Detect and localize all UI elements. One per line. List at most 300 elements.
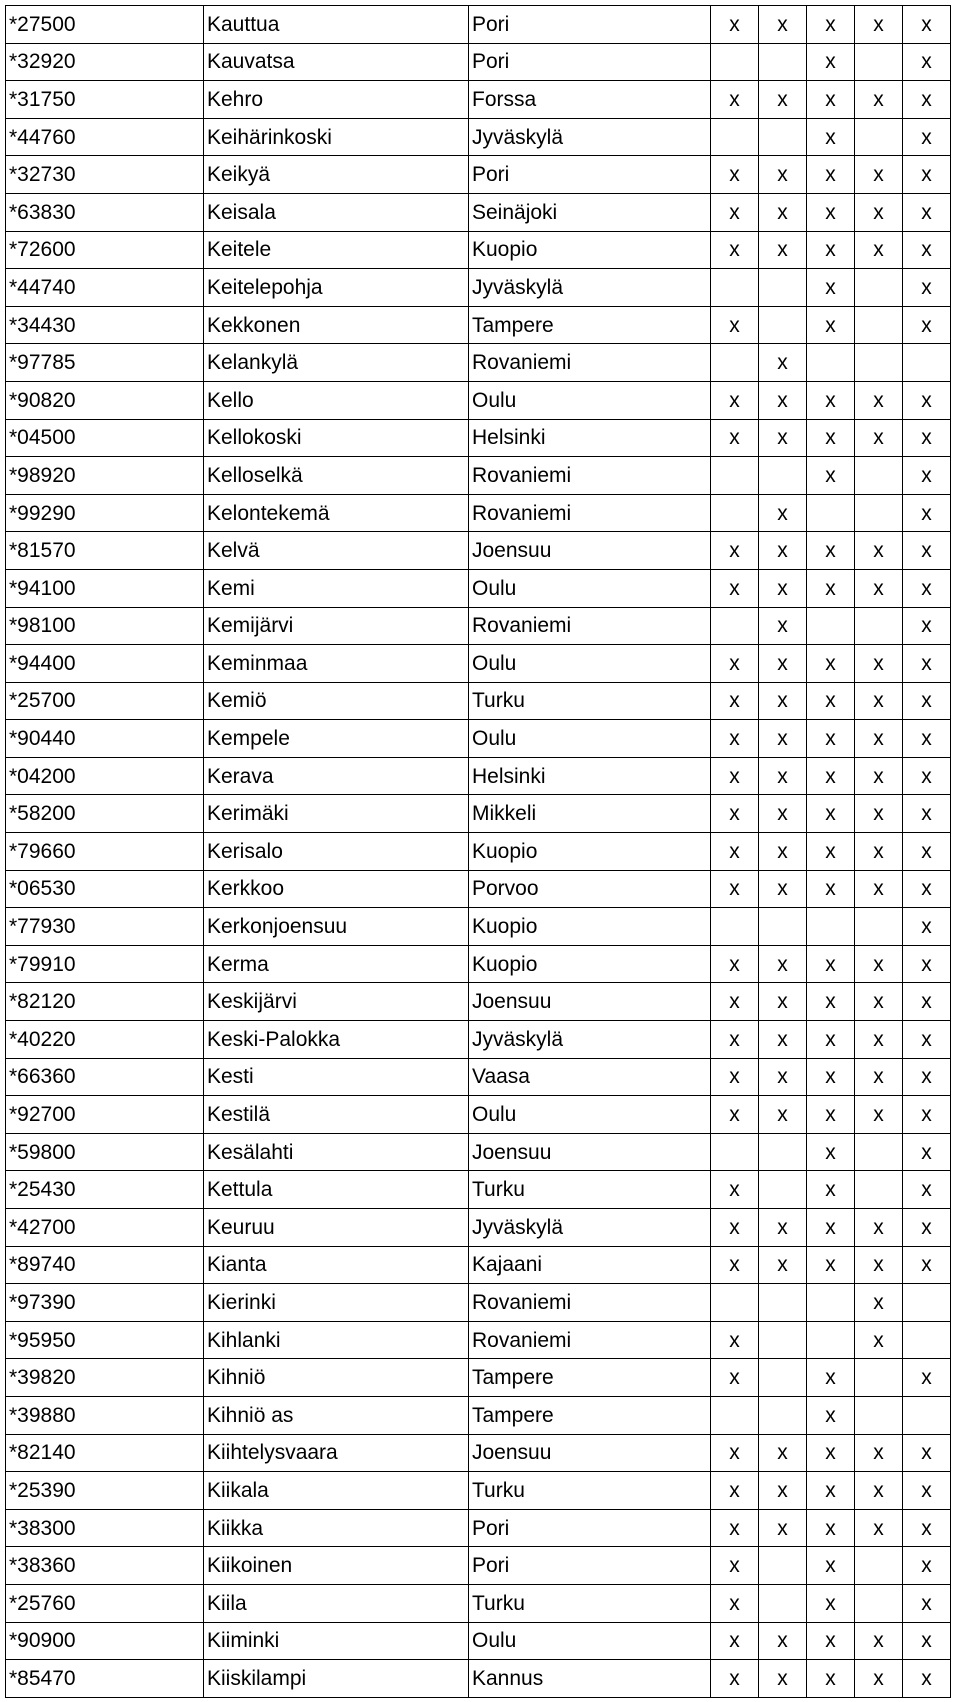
- mark-cell-1: x: [711, 193, 759, 231]
- table-row: [6, 757, 951, 795]
- table-row: [6, 607, 951, 645]
- mark-cell-3: x: [807, 1660, 855, 1698]
- region-city-cell: Porvoo: [469, 870, 711, 908]
- locality-name-cell: Kelloselkä: [204, 457, 469, 495]
- locality-name-cell: Kauttua: [204, 6, 469, 44]
- locality-name-cell: Keisala: [204, 193, 469, 231]
- mark-cell-2: x: [759, 1434, 807, 1472]
- mark-cell-5: x: [903, 494, 951, 532]
- mark-cell-4: [855, 306, 903, 344]
- region-city-cell: Pori: [469, 156, 711, 194]
- postal-code-cell: *25390: [6, 1472, 204, 1510]
- mark-cell-1: x: [711, 6, 759, 44]
- postal-code-cell: *44740: [6, 269, 204, 307]
- region-city-cell: Rovaniemi: [469, 457, 711, 495]
- table-row: [6, 1246, 951, 1284]
- mark-cell-5: x: [903, 193, 951, 231]
- mark-cell-2: [759, 306, 807, 344]
- table-row: [6, 306, 951, 344]
- mark-cell-3: x: [807, 757, 855, 795]
- mark-cell-3: x: [807, 118, 855, 156]
- mark-cell-1: x: [711, 720, 759, 758]
- mark-cell-5: x: [903, 833, 951, 871]
- locality-name-cell: Kihniö: [204, 1359, 469, 1397]
- postal-code-cell: *81570: [6, 532, 204, 570]
- mark-cell-1: x: [711, 1584, 759, 1622]
- mark-cell-2: x: [759, 945, 807, 983]
- mark-cell-5: x: [903, 720, 951, 758]
- region-city-cell: Turku: [469, 1472, 711, 1510]
- mark-cell-2: [759, 1284, 807, 1322]
- mark-cell-4: x: [855, 569, 903, 607]
- table-body: [6, 6, 951, 1698]
- mark-cell-3: x: [807, 1434, 855, 1472]
- locality-name-cell: Kerkonjoensuu: [204, 908, 469, 946]
- mark-cell-3: x: [807, 193, 855, 231]
- mark-cell-3: x: [807, 833, 855, 871]
- mark-cell-2: [759, 1171, 807, 1209]
- table-row: [6, 1209, 951, 1247]
- locality-name-cell: Kiikoinen: [204, 1547, 469, 1585]
- mark-cell-5: x: [903, 6, 951, 44]
- mark-cell-4: x: [855, 1660, 903, 1698]
- region-city-cell: Pori: [469, 43, 711, 81]
- mark-cell-1: [711, 457, 759, 495]
- locality-name-cell: Kiikka: [204, 1509, 469, 1547]
- locality-name-cell: Kiikala: [204, 1472, 469, 1510]
- mark-cell-3: x: [807, 983, 855, 1021]
- mark-cell-2: x: [759, 1622, 807, 1660]
- table-row: [6, 1284, 951, 1322]
- mark-cell-5: x: [903, 1096, 951, 1134]
- mark-cell-3: x: [807, 457, 855, 495]
- postal-code-cell: *98920: [6, 457, 204, 495]
- mark-cell-4: x: [855, 757, 903, 795]
- mark-cell-2: x: [759, 193, 807, 231]
- mark-cell-4: x: [855, 945, 903, 983]
- mark-cell-2: x: [759, 1021, 807, 1059]
- mark-cell-4: x: [855, 1021, 903, 1059]
- region-city-cell: Joensuu: [469, 1133, 711, 1171]
- table-row: [6, 1396, 951, 1434]
- locality-name-cell: Keuruu: [204, 1209, 469, 1247]
- region-city-cell: Jyväskylä: [469, 118, 711, 156]
- mark-cell-5: x: [903, 381, 951, 419]
- region-city-cell: Tampere: [469, 1396, 711, 1434]
- postal-code-cell: *34430: [6, 306, 204, 344]
- postal-code-cell: *38360: [6, 1547, 204, 1585]
- region-city-cell: Oulu: [469, 1622, 711, 1660]
- locality-name-cell: Kemi: [204, 569, 469, 607]
- mark-cell-4: x: [855, 682, 903, 720]
- mark-cell-2: x: [759, 682, 807, 720]
- table-row: [6, 720, 951, 758]
- region-city-cell: Kuopio: [469, 231, 711, 269]
- mark-cell-4: [855, 269, 903, 307]
- mark-cell-2: x: [759, 381, 807, 419]
- table-row: [6, 1133, 951, 1171]
- table-row: [6, 870, 951, 908]
- locality-name-cell: Kelankylä: [204, 344, 469, 382]
- table-row: [6, 419, 951, 457]
- mark-cell-1: x: [711, 1209, 759, 1247]
- mark-cell-5: x: [903, 1209, 951, 1247]
- postal-code-cell: *25760: [6, 1584, 204, 1622]
- locality-name-cell: Kerkkoo: [204, 870, 469, 908]
- postal-code-cell: *72600: [6, 231, 204, 269]
- mark-cell-1: x: [711, 983, 759, 1021]
- postal-code-cell: *25430: [6, 1171, 204, 1209]
- locality-name-cell: Kehro: [204, 81, 469, 119]
- mark-cell-4: [855, 344, 903, 382]
- mark-cell-2: x: [759, 81, 807, 119]
- table-row: [6, 983, 951, 1021]
- locality-name-cell: Kiiskilampi: [204, 1660, 469, 1698]
- mark-cell-1: x: [711, 945, 759, 983]
- mark-cell-1: [711, 908, 759, 946]
- region-city-cell: Joensuu: [469, 983, 711, 1021]
- mark-cell-3: x: [807, 1547, 855, 1585]
- mark-cell-4: [855, 494, 903, 532]
- mark-cell-4: x: [855, 1622, 903, 1660]
- mark-cell-3: [807, 1284, 855, 1322]
- mark-cell-3: [807, 1321, 855, 1359]
- mark-cell-5: x: [903, 419, 951, 457]
- mark-cell-4: [855, 1171, 903, 1209]
- region-city-cell: Seinäjoki: [469, 193, 711, 231]
- locality-name-cell: Kestilä: [204, 1096, 469, 1134]
- postal-code-cell: *31750: [6, 81, 204, 119]
- mark-cell-2: x: [759, 419, 807, 457]
- mark-cell-1: x: [711, 306, 759, 344]
- region-city-cell: Oulu: [469, 569, 711, 607]
- mark-cell-1: [711, 118, 759, 156]
- locality-name-cell: Kelontekemä: [204, 494, 469, 532]
- mark-cell-3: x: [807, 269, 855, 307]
- mark-cell-4: x: [855, 1058, 903, 1096]
- table-row: [6, 1509, 951, 1547]
- mark-cell-4: x: [855, 720, 903, 758]
- table-row: [6, 43, 951, 81]
- locality-name-cell: Kelvä: [204, 532, 469, 570]
- mark-cell-3: x: [807, 1133, 855, 1171]
- postal-code-cell: *99290: [6, 494, 204, 532]
- locality-name-cell: Kerma: [204, 945, 469, 983]
- postal-code-cell: *90440: [6, 720, 204, 758]
- mark-cell-1: [711, 344, 759, 382]
- region-city-cell: Rovaniemi: [469, 607, 711, 645]
- table-row: [6, 156, 951, 194]
- locality-name-cell: Kekkonen: [204, 306, 469, 344]
- mark-cell-1: x: [711, 1058, 759, 1096]
- locality-name-cell: Kemijärvi: [204, 607, 469, 645]
- mark-cell-3: [807, 908, 855, 946]
- region-city-cell: Jyväskylä: [469, 269, 711, 307]
- region-city-cell: Pori: [469, 6, 711, 44]
- table-row: [6, 1660, 951, 1698]
- postal-code-cell: *38300: [6, 1509, 204, 1547]
- mark-cell-1: [711, 1396, 759, 1434]
- mark-cell-4: [855, 1396, 903, 1434]
- mark-cell-3: x: [807, 720, 855, 758]
- mark-cell-5: x: [903, 306, 951, 344]
- mark-cell-5: x: [903, 757, 951, 795]
- mark-cell-1: x: [711, 381, 759, 419]
- table-row: [6, 118, 951, 156]
- mark-cell-2: x: [759, 1509, 807, 1547]
- locality-name-cell: Kerimäki: [204, 795, 469, 833]
- mark-cell-4: [855, 1584, 903, 1622]
- mark-cell-5: x: [903, 607, 951, 645]
- locality-name-cell: Kauvatsa: [204, 43, 469, 81]
- mark-cell-3: x: [807, 1209, 855, 1247]
- locality-name-cell: Keski-Palokka: [204, 1021, 469, 1059]
- region-city-cell: Helsinki: [469, 419, 711, 457]
- postal-code-cell: *63830: [6, 193, 204, 231]
- mark-cell-1: x: [711, 419, 759, 457]
- mark-cell-5: x: [903, 1472, 951, 1510]
- locality-name-cell: Kierinki: [204, 1284, 469, 1322]
- mark-cell-3: x: [807, 43, 855, 81]
- region-city-cell: Rovaniemi: [469, 1321, 711, 1359]
- postal-code-cell: *97785: [6, 344, 204, 382]
- mark-cell-3: x: [807, 1509, 855, 1547]
- mark-cell-3: x: [807, 795, 855, 833]
- table-row: [6, 381, 951, 419]
- mark-cell-1: x: [711, 833, 759, 871]
- mark-cell-4: x: [855, 156, 903, 194]
- mark-cell-2: [759, 1396, 807, 1434]
- locality-name-cell: Kello: [204, 381, 469, 419]
- region-city-cell: Helsinki: [469, 757, 711, 795]
- mark-cell-4: x: [855, 381, 903, 419]
- mark-cell-5: x: [903, 870, 951, 908]
- region-city-cell: Oulu: [469, 720, 711, 758]
- region-city-cell: Kuopio: [469, 908, 711, 946]
- mark-cell-3: x: [807, 870, 855, 908]
- mark-cell-4: x: [855, 1472, 903, 1510]
- mark-cell-1: x: [711, 81, 759, 119]
- postal-code-cell: *82120: [6, 983, 204, 1021]
- mark-cell-2: [759, 269, 807, 307]
- region-city-cell: Kajaani: [469, 1246, 711, 1284]
- region-city-cell: Kuopio: [469, 833, 711, 871]
- mark-cell-4: x: [855, 1321, 903, 1359]
- postal-code-cell: *77930: [6, 908, 204, 946]
- mark-cell-1: x: [711, 757, 759, 795]
- locality-name-cell: Keitelepohja: [204, 269, 469, 307]
- region-city-cell: Turku: [469, 682, 711, 720]
- mark-cell-3: x: [807, 1396, 855, 1434]
- mark-cell-5: x: [903, 1021, 951, 1059]
- mark-cell-1: x: [711, 1246, 759, 1284]
- region-city-cell: Forssa: [469, 81, 711, 119]
- mark-cell-1: x: [711, 1096, 759, 1134]
- mark-cell-2: x: [759, 645, 807, 683]
- mark-cell-5: [903, 1321, 951, 1359]
- mark-cell-4: x: [855, 193, 903, 231]
- mark-cell-2: x: [759, 1209, 807, 1247]
- mark-cell-2: x: [759, 1246, 807, 1284]
- mark-cell-3: x: [807, 532, 855, 570]
- table-row: [6, 645, 951, 683]
- mark-cell-4: x: [855, 1209, 903, 1247]
- mark-cell-4: x: [855, 1434, 903, 1472]
- mark-cell-5: x: [903, 81, 951, 119]
- mark-cell-4: [855, 118, 903, 156]
- mark-cell-5: x: [903, 1133, 951, 1171]
- mark-cell-3: x: [807, 1171, 855, 1209]
- mark-cell-4: x: [855, 1284, 903, 1322]
- region-city-cell: Oulu: [469, 381, 711, 419]
- region-city-cell: Pori: [469, 1509, 711, 1547]
- mark-cell-4: x: [855, 532, 903, 570]
- mark-cell-3: x: [807, 1246, 855, 1284]
- table-row: [6, 1058, 951, 1096]
- mark-cell-1: [711, 607, 759, 645]
- mark-cell-5: x: [903, 1246, 951, 1284]
- mark-cell-1: [711, 1133, 759, 1171]
- locality-name-cell: Kianta: [204, 1246, 469, 1284]
- table-row: [6, 1359, 951, 1397]
- postal-code-cell: *79660: [6, 833, 204, 871]
- mark-cell-1: x: [711, 1434, 759, 1472]
- postal-code-cell: *04500: [6, 419, 204, 457]
- table-row: [6, 494, 951, 532]
- mark-cell-3: x: [807, 1021, 855, 1059]
- region-city-cell: Jyväskylä: [469, 1021, 711, 1059]
- mark-cell-5: x: [903, 1058, 951, 1096]
- mark-cell-3: x: [807, 381, 855, 419]
- mark-cell-5: x: [903, 983, 951, 1021]
- region-city-cell: Joensuu: [469, 1434, 711, 1472]
- table-row: [6, 1547, 951, 1585]
- mark-cell-4: [855, 1547, 903, 1585]
- mark-cell-5: x: [903, 532, 951, 570]
- mark-cell-1: x: [711, 1509, 759, 1547]
- mark-cell-2: x: [759, 569, 807, 607]
- mark-cell-1: x: [711, 682, 759, 720]
- postal-code-cell: *40220: [6, 1021, 204, 1059]
- mark-cell-5: x: [903, 645, 951, 683]
- mark-cell-4: x: [855, 795, 903, 833]
- region-city-cell: Rovaniemi: [469, 1284, 711, 1322]
- region-city-cell: Mikkeli: [469, 795, 711, 833]
- mark-cell-1: x: [711, 231, 759, 269]
- mark-cell-2: x: [759, 757, 807, 795]
- mark-cell-3: x: [807, 1472, 855, 1510]
- mark-cell-1: x: [711, 1171, 759, 1209]
- mark-cell-2: x: [759, 231, 807, 269]
- table-row: [6, 269, 951, 307]
- mark-cell-3: x: [807, 1058, 855, 1096]
- postal-code-cell: *27500: [6, 6, 204, 44]
- mark-cell-2: x: [759, 870, 807, 908]
- mark-cell-5: x: [903, 1509, 951, 1547]
- postal-code-cell: *25700: [6, 682, 204, 720]
- region-city-cell: Joensuu: [469, 532, 711, 570]
- mark-cell-2: [759, 1359, 807, 1397]
- mark-cell-5: [903, 1396, 951, 1434]
- region-city-cell: Rovaniemi: [469, 494, 711, 532]
- mark-cell-5: x: [903, 1622, 951, 1660]
- mark-cell-2: x: [759, 156, 807, 194]
- mark-cell-2: [759, 1584, 807, 1622]
- mark-cell-4: x: [855, 419, 903, 457]
- locality-name-cell: Keikyä: [204, 156, 469, 194]
- table-row: [6, 193, 951, 231]
- locality-name-cell: Kiihtelysvaara: [204, 1434, 469, 1472]
- mark-cell-1: [711, 43, 759, 81]
- mark-cell-5: x: [903, 1434, 951, 1472]
- locality-name-cell: Keihärinkoski: [204, 118, 469, 156]
- mark-cell-4: [855, 607, 903, 645]
- mark-cell-4: [855, 908, 903, 946]
- locality-name-cell: Kesti: [204, 1058, 469, 1096]
- mark-cell-3: x: [807, 156, 855, 194]
- mark-cell-3: x: [807, 682, 855, 720]
- mark-cell-1: x: [711, 1622, 759, 1660]
- region-city-cell: Tampere: [469, 306, 711, 344]
- locality-name-cell: Kettula: [204, 1171, 469, 1209]
- locality-name-cell: Kiila: [204, 1584, 469, 1622]
- mark-cell-3: x: [807, 306, 855, 344]
- region-city-cell: Kannus: [469, 1660, 711, 1698]
- mark-cell-3: x: [807, 6, 855, 44]
- table-row: [6, 344, 951, 382]
- table-row: [6, 1434, 951, 1472]
- mark-cell-2: x: [759, 6, 807, 44]
- mark-cell-3: x: [807, 569, 855, 607]
- postal-code-cell: *98100: [6, 607, 204, 645]
- mark-cell-4: x: [855, 1509, 903, 1547]
- locality-name-cell: Keminmaa: [204, 645, 469, 683]
- mark-cell-3: [807, 607, 855, 645]
- mark-cell-2: x: [759, 1096, 807, 1134]
- table-row: [6, 795, 951, 833]
- postal-code-cell: *97390: [6, 1284, 204, 1322]
- table-row: [6, 457, 951, 495]
- postal-code-cell: *94400: [6, 645, 204, 683]
- locality-name-cell: Kiiminki: [204, 1622, 469, 1660]
- mark-cell-1: x: [711, 795, 759, 833]
- mark-cell-4: x: [855, 983, 903, 1021]
- table-row: [6, 1321, 951, 1359]
- postal-code-cell: *59800: [6, 1133, 204, 1171]
- mark-cell-3: x: [807, 945, 855, 983]
- locality-name-cell: Keskijärvi: [204, 983, 469, 1021]
- postal-code-cell: *58200: [6, 795, 204, 833]
- table-row: [6, 569, 951, 607]
- mark-cell-4: x: [855, 81, 903, 119]
- mark-cell-2: x: [759, 983, 807, 1021]
- region-city-cell: Rovaniemi: [469, 344, 711, 382]
- mark-cell-5: x: [903, 457, 951, 495]
- mark-cell-2: x: [759, 607, 807, 645]
- table-row: [6, 1021, 951, 1059]
- mark-cell-5: x: [903, 908, 951, 946]
- mark-cell-5: x: [903, 1547, 951, 1585]
- table-row: [6, 945, 951, 983]
- postal-code-cell: *39880: [6, 1396, 204, 1434]
- mark-cell-4: [855, 43, 903, 81]
- postal-code-cell: *85470: [6, 1660, 204, 1698]
- postal-code-cell: *95950: [6, 1321, 204, 1359]
- mark-cell-4: x: [855, 833, 903, 871]
- mark-cell-1: x: [711, 569, 759, 607]
- mark-cell-4: x: [855, 6, 903, 44]
- mark-cell-5: x: [903, 231, 951, 269]
